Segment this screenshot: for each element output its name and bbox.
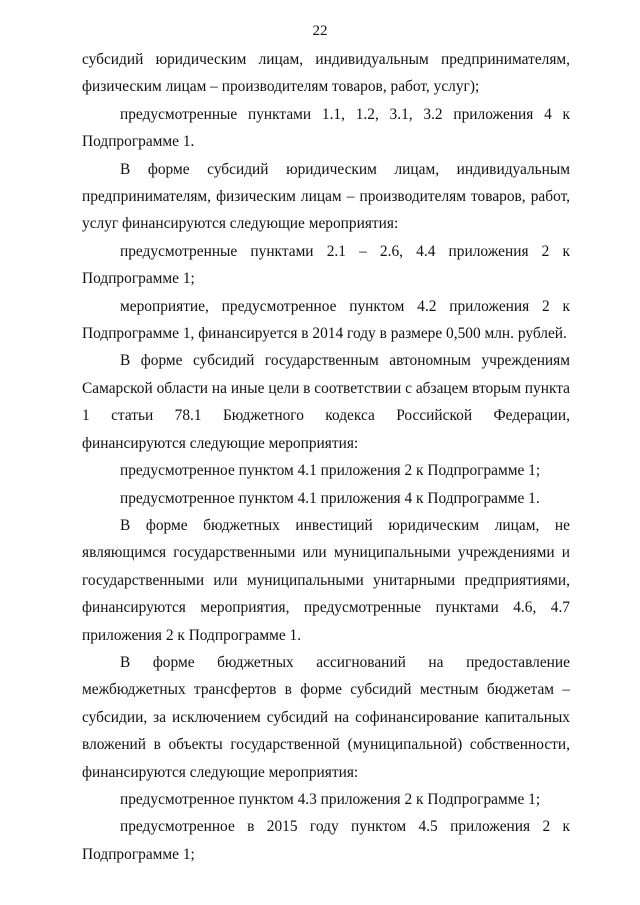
paragraph-7: предусмотренное пунктом 4.1 приложения 2 к Подпрограмме 1; xyxy=(120,462,541,480)
paragraph-1: субсидий юридическим лицам, индивидуальным предпринимателям, физическим лицам – производителям товаров, работ, услуг); xyxy=(82,51,570,96)
paragraph-4: предусмотренные пунктами 2.1 – 2.6, 4.4 приложения 2 к Подпрограмме 1; xyxy=(82,242,570,288)
paragraph-5: мероприятие, предусмотренное пунктом 4.2 приложения 2 к Подпрограмме 1, финансируется в 2014 году в размере 0,500 млн. рублей. xyxy=(82,297,570,343)
page-number: 22 xyxy=(312,23,328,39)
paragraph-6: В форме субсидий государственным автономным учреждениям Самарской области на иные цели в соответствии с абзацем вторым пункта 1 статьи 78.1 Бюджетного кодекса Российской Федерации, финансируются следующие мероприятия: xyxy=(82,352,570,452)
paragraph-12: предусмотренное в 2015 году пунктом 4.5 приложения 2 к Подпрограмме 1; xyxy=(82,818,570,863)
paragraph-8: предусмотренное пунктом 4.1 приложения 4 к Подпрограмме 1. xyxy=(120,489,540,507)
paragraph-3: В форме субсидий юридическим лицам, индивидуальным предпринимателям, физическим лицам – производителям товаров, работ, услуг финансируются следующие мероприятия: xyxy=(82,160,570,233)
paragraph-10: В форме бюджетных ассигнований на предоставление межбюджетных трансфертов в форме субсидий местным бюджетам – субсидии, за исключением субсидий на софинансирование капитальных вложений в объекты государственной (муниципальной) собственности, финансируются следующие мероприятия: xyxy=(82,653,570,781)
paragraph-11: предусмотренное пунктом 4.3 приложения 2 к Подпрограмме 1; xyxy=(120,790,541,808)
paragraph-9: В форме бюджетных инвестиций юридическим лицам, не являющимся государственными или муниципальными учреждениями и государственными или муниципальными унитарными предприятиями, финансируются мероприятия, предусмотренные пунктами 4.6, 4.7 приложения 2 к Подпрограмме 1. xyxy=(82,516,570,644)
paragraph-2: предусмотренные пунктами 1.1, 1.2, 3.1, 3.2 приложения 4 к Подпрограмме 1. xyxy=(82,105,570,151)
document-body xyxy=(82,46,570,868)
